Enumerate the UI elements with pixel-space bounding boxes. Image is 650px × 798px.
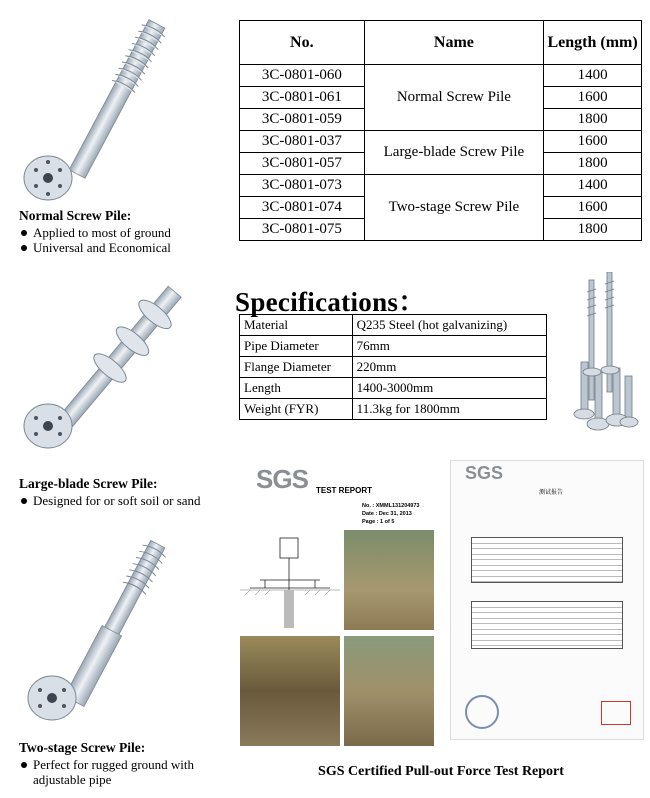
sgs-logo: SGS — [465, 463, 504, 483]
report-date-label: Date : — [362, 511, 378, 517]
spec-value: 1400-3000mm — [352, 378, 546, 399]
table-cell-no: 3C-0801-061 — [240, 87, 365, 109]
sgs-logo: SGS — [256, 464, 308, 494]
table-cell-name: Two-stage Screw Pile — [364, 175, 544, 241]
report-page-value: 1 of 5 — [380, 519, 395, 525]
table-cell-no: 3C-0801-057 — [240, 153, 365, 175]
screw-piles-group-image — [565, 272, 645, 442]
sgs-report-page-2 — [450, 460, 644, 740]
report-date-value: Dec 31, 2013 — [378, 511, 412, 517]
table-cell-length: 1400 — [544, 65, 642, 87]
product-table — [239, 20, 642, 241]
col-header-length: Length (mm) — [544, 21, 642, 65]
col-header-name: Name — [364, 21, 544, 65]
spec-value: Q235 Steel (hot galvanizing) — [352, 315, 546, 336]
table-cell-length: 1600 — [544, 131, 642, 153]
two-stage-pile-title: Two-stage Screw Pile: — [19, 740, 146, 755]
two-stage-pile-bullet: Perfect for rugged ground with adjustable pipe — [19, 757, 219, 787]
report-caption: SGS Certified Pull-out Force Test Report — [318, 764, 564, 779]
mini-table — [471, 537, 623, 583]
normal-pile-bullet: Universal and Economical — [19, 240, 219, 255]
table-cell-length: 1600 — [544, 197, 642, 219]
two-stage-pile-image — [10, 532, 210, 732]
specifications-title: Specifications： — [235, 287, 426, 317]
specifications-table — [239, 314, 547, 420]
normal-pile-image — [10, 10, 210, 210]
table-cell-no: 3C-0801-073 — [240, 175, 365, 197]
normal-pile-title: Normal Screw Pile: — [19, 208, 132, 223]
table-cell-no: 3C-0801-075 — [240, 219, 365, 241]
test-photo — [240, 636, 340, 746]
spec-label: Flange Diameter — [240, 357, 353, 378]
mini-table — [471, 601, 623, 649]
report-no-label: No. : — [362, 503, 375, 509]
spec-value: 11.3kg for 1800mm — [352, 399, 546, 420]
table-cell-length: 1600 — [544, 87, 642, 109]
spec-label: Weight (FYR) — [240, 399, 353, 420]
large-blade-pile-title: Large-blade Screw Pile: — [19, 476, 158, 491]
table-cell-name: Normal Screw Pile — [364, 65, 544, 131]
test-diagram — [240, 530, 340, 630]
table-cell-no: 3C-0801-059 — [240, 109, 365, 131]
report-no-value: XMML131204973 — [375, 503, 420, 509]
report-page-label: Page : — [362, 519, 379, 525]
test-photo — [344, 636, 434, 746]
sgs-seal — [465, 695, 499, 729]
normal-pile-caption — [19, 208, 219, 255]
spec-label: Length — [240, 378, 353, 399]
col-header-no: No. — [240, 21, 365, 65]
report-meta — [362, 502, 420, 526]
red-stamp — [601, 701, 631, 725]
large-blade-pile-image — [10, 278, 210, 458]
spec-label: Material — [240, 315, 353, 336]
test-photo — [344, 530, 434, 630]
table-cell-name: Large-blade Screw Pile — [364, 131, 544, 175]
spec-label: Pipe Diameter — [240, 336, 353, 357]
table-cell-length: 1800 — [544, 219, 642, 241]
report-cn-title: 测试报告 — [539, 489, 564, 496]
sgs-report-page-1 — [236, 460, 436, 750]
spec-value: 220mm — [352, 357, 546, 378]
large-blade-pile-caption — [19, 476, 219, 508]
table-cell-no: 3C-0801-060 — [240, 65, 365, 87]
table-cell-no: 3C-0801-074 — [240, 197, 365, 219]
table-cell-length: 1800 — [544, 109, 642, 131]
table-cell-length: 1800 — [544, 153, 642, 175]
two-stage-pile-caption — [19, 740, 219, 787]
spec-value: 76mm — [352, 336, 546, 357]
normal-pile-bullet: Applied to most of ground — [19, 225, 219, 240]
large-blade-pile-bullet: Designed for or soft soil or sand — [19, 493, 219, 508]
table-cell-no: 3C-0801-037 — [240, 131, 365, 153]
report-heading: TEST REPORT — [316, 486, 373, 495]
table-cell-length: 1400 — [544, 175, 642, 197]
